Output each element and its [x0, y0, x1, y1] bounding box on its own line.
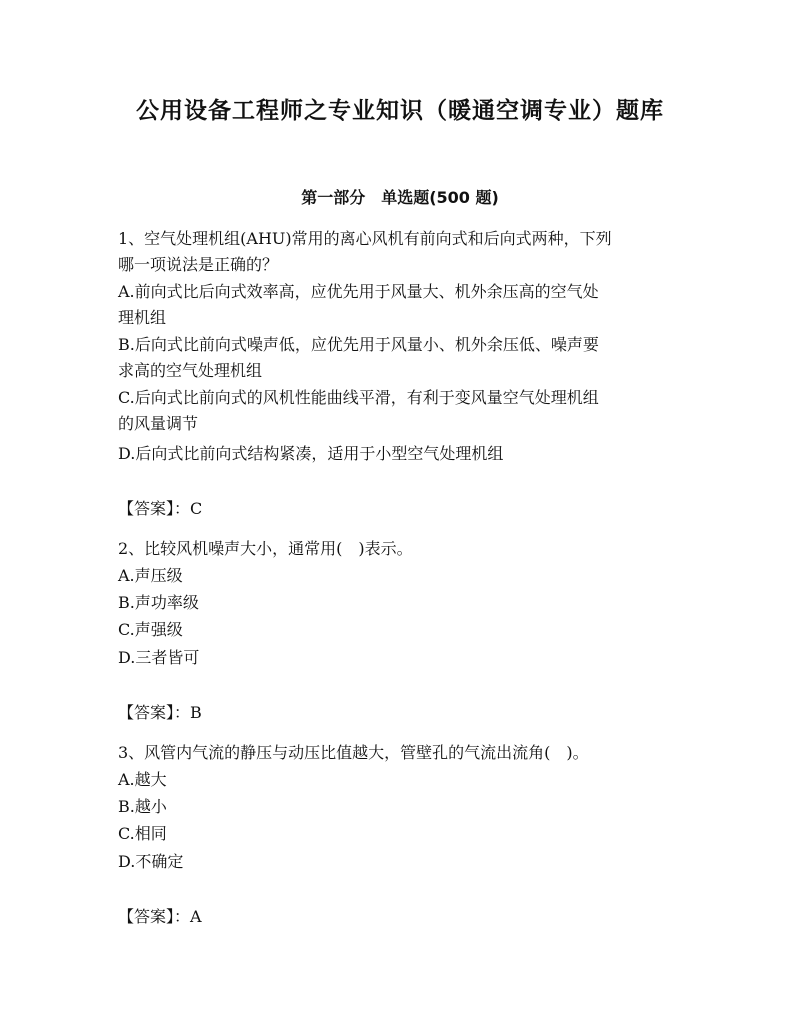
question-2-option-a: A.声压级 — [118, 566, 183, 585]
question-3-option-b: B.越小 — [118, 797, 167, 816]
question-3-option-d: D.不确定 — [118, 852, 184, 871]
question-2-stem: 2、比较风机噪声大小，通常用( )表示。 — [118, 539, 413, 558]
question-2-option-d: D.三者皆可 — [118, 648, 200, 667]
question-2-option-b: B.声功率级 — [118, 593, 199, 612]
question-1-answer: 【答案】：C — [118, 499, 203, 518]
question-2-option-c: C.声强级 — [118, 620, 183, 639]
question-3-option-a: A.越大 — [118, 770, 167, 789]
question-3-stem: 3、风管内气流的静压与动压比值越大，管壁孔的气流出流角( )。 — [118, 743, 589, 762]
question-2-answer: 【答案】：B — [118, 703, 202, 722]
question-1-option-a-line-2: 理机组 — [118, 308, 167, 327]
question-1-option-c-line-2: 的风量调节 — [118, 414, 199, 433]
question-1-option-b-line-2: 求高的空气处理机组 — [118, 361, 263, 380]
question-3-answer: 【答案】：A — [118, 907, 202, 926]
question-1-option-d: D.后向式比前向式结构紧凑，适用于小型空气处理机组 — [118, 444, 504, 463]
document-title: 公用设备工程师之专业知识（暖通空调专业）题库 — [136, 98, 664, 124]
question-1-stem-line-2: 哪一项说法是正确的？ — [118, 255, 279, 274]
question-1-option-a-line-1: A.前向式比后向式效率高，应优先用于风量大、机外余压高的空气处 — [118, 282, 599, 301]
question-1-option-c-line-1: C.后向式比前向式的风机性能曲线平滑，有利于变风量空气处理机组 — [118, 388, 599, 407]
question-1-stem-line-1: 1、空气处理机组(AHU)常用的离心风机有前向式和后向式两种，下列 — [118, 229, 612, 248]
question-1-option-b-line-1: B.后向式比前向式噪声低，应优先用于风量小、机外余压低、噪声要 — [118, 335, 599, 354]
question-3-option-c: C.相同 — [118, 824, 167, 843]
section-heading: 第一部分 单选题(500 题) — [301, 188, 499, 207]
